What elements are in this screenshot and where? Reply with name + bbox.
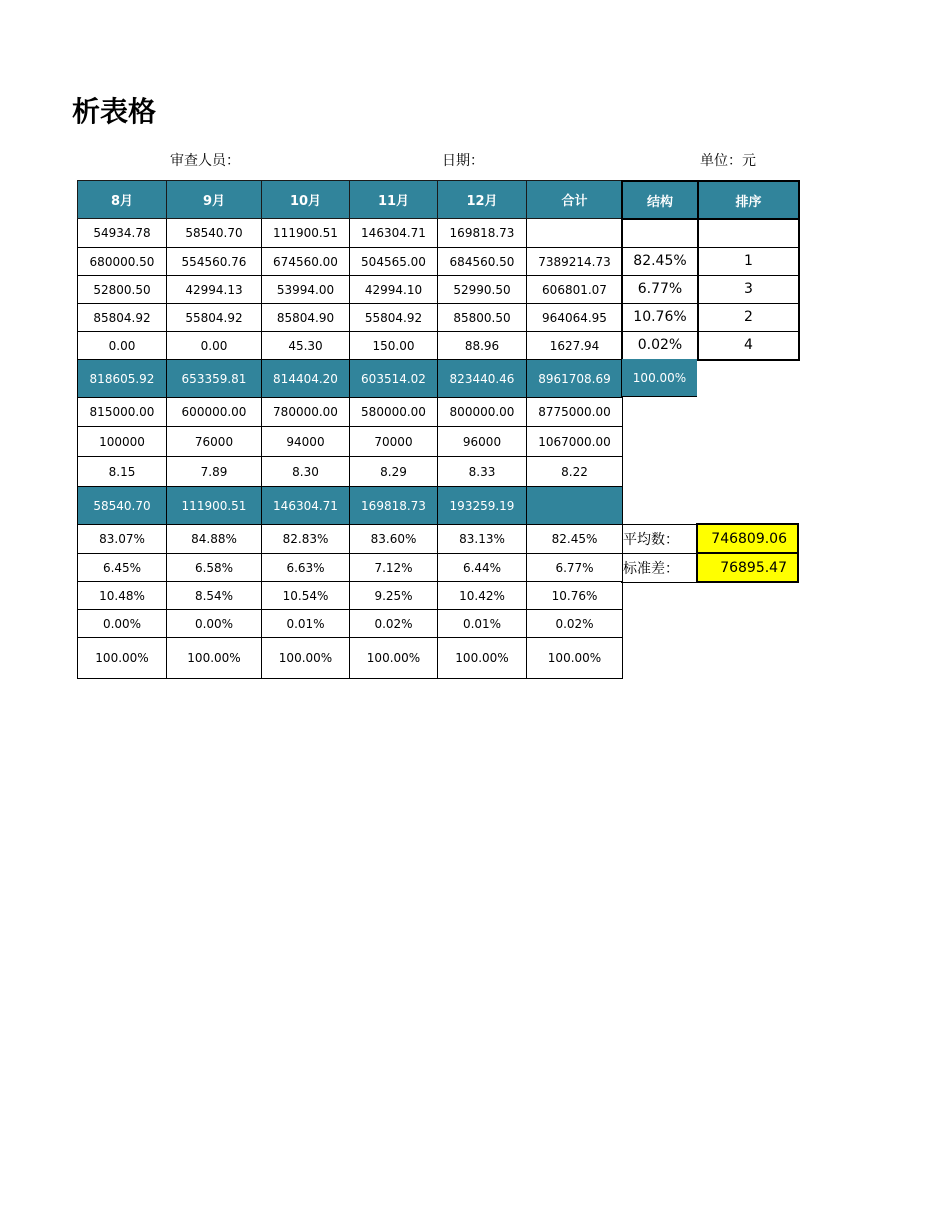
table-cell: 42994.13: [167, 276, 262, 304]
table-cell: 9.25%: [350, 582, 438, 610]
table-cell: 1067000.00: [527, 427, 623, 457]
table-cell: 8.22: [527, 457, 623, 487]
table-cell: 10.42%: [438, 582, 527, 610]
column-header: 8月: [78, 181, 167, 219]
table-cell: 8.54%: [167, 582, 262, 610]
title-text: 析表格: [72, 95, 157, 128]
table-cell: 606801.07: [527, 276, 623, 304]
table-cell: 100.00%: [438, 638, 527, 679]
table-row: [78, 582, 623, 610]
table-cell: 0.00%: [167, 610, 262, 638]
table-cell: 8961708.69: [527, 360, 623, 398]
table-cell: 45.30: [262, 332, 350, 360]
table-cell: 580000.00: [350, 398, 438, 427]
table-cell: 0.00: [78, 332, 167, 360]
table-cell: 0.01%: [262, 610, 350, 638]
table-cell: 8.30: [262, 457, 350, 487]
table-cell: 100.00%: [527, 638, 623, 679]
table-row: [78, 398, 623, 427]
mean-label: 平均数：: [621, 524, 697, 553]
table-cell: 8.15: [78, 457, 167, 487]
table-cell: 814404.20: [262, 360, 350, 398]
table-cell: 83.07%: [78, 525, 167, 554]
rank-header: 排序: [698, 181, 799, 219]
table-row: [78, 219, 623, 248]
table-row: [78, 610, 623, 638]
table-cell: 7389214.73: [527, 248, 623, 276]
structure-cell: 10.76%: [622, 303, 698, 331]
table-cell: 53994.00: [262, 276, 350, 304]
rank-cell: 4: [698, 331, 799, 360]
rank-cell: 2: [698, 303, 799, 331]
table-cell: 96000: [438, 427, 527, 457]
std-value: 76895.47: [697, 553, 798, 582]
table-cell: 82.83%: [262, 525, 350, 554]
table-cell: 8.29: [350, 457, 438, 487]
table-cell: 111900.51: [167, 487, 262, 525]
table-cell: 674560.00: [262, 248, 350, 276]
table-cell: 815000.00: [78, 398, 167, 427]
table-cell: 193259.19: [438, 487, 527, 525]
table-cell: 83.60%: [350, 525, 438, 554]
column-header: 9月: [167, 181, 262, 219]
structure-total-cell: 100.00%: [621, 359, 697, 397]
table-cell: 684560.50: [438, 248, 527, 276]
table-row: [78, 304, 623, 332]
table-cell: 10.54%: [262, 582, 350, 610]
unit-label: 单位：元: [700, 153, 756, 169]
table-cell: [527, 219, 623, 248]
table-cell: 800000.00: [438, 398, 527, 427]
page-title: [72, 92, 192, 132]
table-row: [78, 332, 623, 360]
table-cell: 8775000.00: [527, 398, 623, 427]
table-cell: 100.00%: [167, 638, 262, 679]
column-header: 合计: [527, 181, 623, 219]
table-cell: 823440.46: [438, 360, 527, 398]
table-cell: 0.02%: [527, 610, 623, 638]
mean-value: 746809.06: [697, 524, 798, 553]
reviewer-label: 审查人员：: [170, 153, 240, 169]
table-cell: 780000.00: [262, 398, 350, 427]
table-cell: 6.44%: [438, 554, 527, 582]
table-cell: 55804.92: [167, 304, 262, 332]
table-cell: 0.02%: [350, 610, 438, 638]
table-cell: 554560.76: [167, 248, 262, 276]
structure-cell: [622, 219, 698, 247]
table-cell: 6.63%: [262, 554, 350, 582]
date-label: 日期：: [442, 153, 484, 169]
table-cell: 83.13%: [438, 525, 527, 554]
monthly-data-table: [77, 180, 623, 679]
table-cell: 100.00%: [262, 638, 350, 679]
table-cell: 7.89: [167, 457, 262, 487]
table-cell: 58540.70: [78, 487, 167, 525]
table-cell: 55804.92: [350, 304, 438, 332]
table-row: [78, 276, 623, 304]
table-cell: 150.00: [350, 332, 438, 360]
table-cell: 6.45%: [78, 554, 167, 582]
table-cell: 52990.50: [438, 276, 527, 304]
table-cell: 8.33: [438, 457, 527, 487]
column-header: 12月: [438, 181, 527, 219]
table-row: [78, 360, 623, 398]
table-cell: 10.48%: [78, 582, 167, 610]
table-cell: 85804.90: [262, 304, 350, 332]
table-row: [78, 427, 623, 457]
table-cell: 6.77%: [527, 554, 623, 582]
table-cell: 603514.02: [350, 360, 438, 398]
structure-cell: 0.02%: [622, 331, 698, 360]
table-cell: 0.01%: [438, 610, 527, 638]
table-cell: 84.88%: [167, 525, 262, 554]
table-cell: 504565.00: [350, 248, 438, 276]
rank-cell: 3: [698, 275, 799, 303]
table-cell: 88.96: [438, 332, 527, 360]
table-cell: 58540.70: [167, 219, 262, 248]
table-row: [78, 487, 623, 525]
table-cell: 85804.92: [78, 304, 167, 332]
table-cell: 85800.50: [438, 304, 527, 332]
table-row: [78, 525, 623, 554]
table-cell: 52800.50: [78, 276, 167, 304]
table-row: [78, 554, 623, 582]
structure-cell: 82.45%: [622, 247, 698, 275]
table-cell: 0.00%: [78, 610, 167, 638]
table-cell: 82.45%: [527, 525, 623, 554]
table-cell: 169818.73: [438, 219, 527, 248]
table-cell: 111900.51: [262, 219, 350, 248]
table-cell: 6.58%: [167, 554, 262, 582]
rank-cell: 1: [698, 247, 799, 275]
table-cell: 146304.71: [262, 487, 350, 525]
table-cell: 100000: [78, 427, 167, 457]
table-cell: [527, 487, 623, 525]
table-cell: 0.00: [167, 332, 262, 360]
table-cell: 100.00%: [78, 638, 167, 679]
column-header: 11月: [350, 181, 438, 219]
table-cell: 680000.50: [78, 248, 167, 276]
column-header: 10月: [262, 181, 350, 219]
table-row: [78, 638, 623, 679]
table-cell: 169818.73: [350, 487, 438, 525]
table-row: [78, 248, 623, 276]
table-cell: 42994.10: [350, 276, 438, 304]
rank-cell: [698, 219, 799, 247]
std-label: 标准差：: [621, 553, 697, 582]
structure-cell: 6.77%: [622, 275, 698, 303]
structure-header: 结构: [622, 181, 698, 219]
table-cell: 818605.92: [78, 360, 167, 398]
table-cell: 100.00%: [350, 638, 438, 679]
table-cell: 54934.78: [78, 219, 167, 248]
table-cell: 70000: [350, 427, 438, 457]
table-cell: 600000.00: [167, 398, 262, 427]
statistics-table: [621, 523, 799, 583]
table-cell: 7.12%: [350, 554, 438, 582]
table-cell: 653359.81: [167, 360, 262, 398]
table-cell: 1627.94: [527, 332, 623, 360]
table-cell: 146304.71: [350, 219, 438, 248]
table-cell: 964064.95: [527, 304, 623, 332]
table-cell: 10.76%: [527, 582, 623, 610]
structure-rank-table: [621, 180, 800, 361]
table-cell: 76000: [167, 427, 262, 457]
table-header-row: [78, 181, 623, 219]
table-cell: 94000: [262, 427, 350, 457]
table-row: [78, 457, 623, 487]
